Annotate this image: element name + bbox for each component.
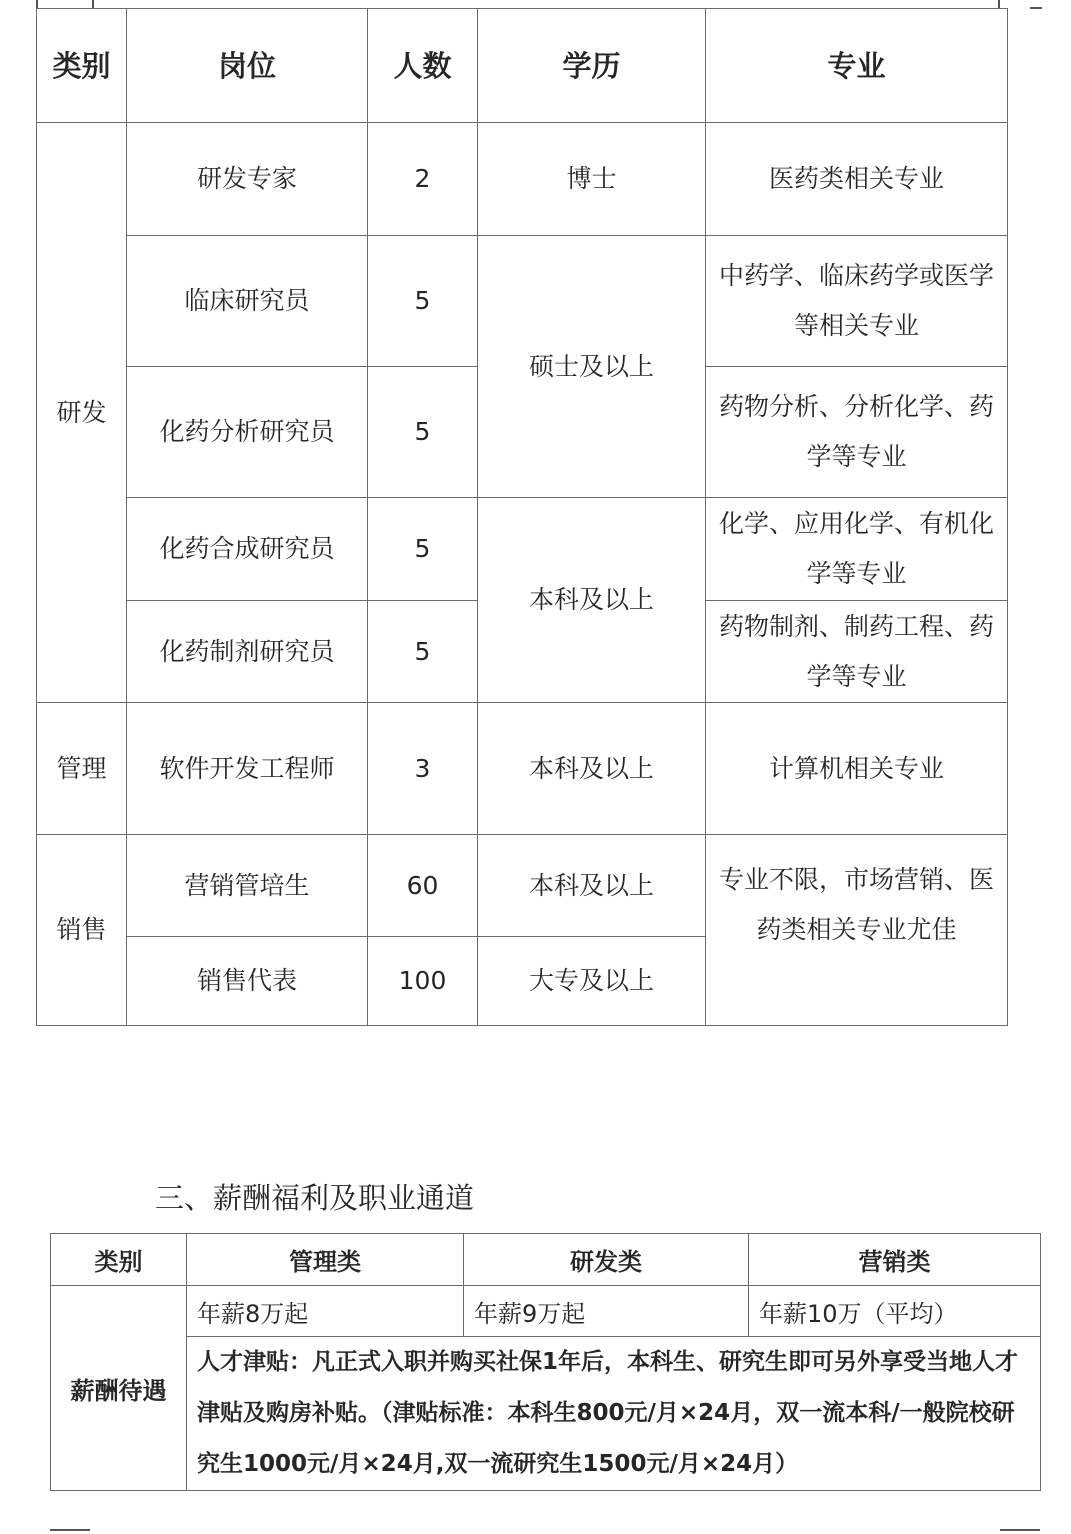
header-category: 类别: [37, 9, 127, 123]
major-cell: 医药类相关专业: [706, 123, 1008, 236]
major-cell: 药物制剂、制药工程、药学等专业: [706, 601, 1008, 703]
count-cell: 60: [368, 835, 478, 937]
position-cell: 化药制剂研究员: [127, 601, 368, 703]
header-marketing: 营销类: [749, 1234, 1041, 1286]
header-major: 专业: [706, 9, 1008, 123]
header-rd: 研发类: [464, 1234, 749, 1286]
position-cell: 软件开发工程师: [127, 703, 368, 835]
education-cell: 本科及以上: [478, 498, 706, 703]
position-cell: 化药合成研究员: [127, 498, 368, 601]
top-table-fragment: [36, 0, 38, 8]
header-category: 类别: [51, 1234, 187, 1286]
top-table-fragment: [92, 0, 94, 8]
count-cell: 5: [368, 498, 478, 601]
salary-management: 年薪8万起: [187, 1286, 464, 1337]
major-cell: 计算机相关专业: [706, 703, 1008, 835]
table-row: [51, 1286, 1041, 1337]
salary-table: [50, 1233, 1041, 1491]
count-cell: 5: [368, 601, 478, 703]
header-count: 人数: [368, 9, 478, 123]
salary-row-label: 薪酬待遇: [51, 1286, 187, 1491]
position-cell: 营销管培生: [127, 835, 368, 937]
group-rd: 研发: [37, 123, 127, 703]
position-cell: 临床研究员: [127, 236, 368, 367]
education-cell: 本科及以上: [478, 835, 706, 937]
count-cell: 100: [368, 937, 478, 1026]
talent-allowance-text: 人才津贴：凡正式入职并购买社保1年后，本科生、研究生即可另外享受当地人才津贴及购房补贴。（津贴标准：本科生800元/月×24月，双一流本科/一般院校研究生1000元/月×24月,双一流研究生1500元/月×24月）: [187, 1337, 1041, 1491]
position-cell: 化药分析研究员: [127, 367, 368, 498]
education-cell: 本科及以上: [478, 703, 706, 835]
header-position: 岗位: [127, 9, 368, 123]
major-cell: 中药学、临床药学或医学等相关专业: [706, 236, 1008, 367]
header-education: 学历: [478, 9, 706, 123]
education-cell: 硕士及以上: [478, 236, 706, 498]
table-header-row: [51, 1234, 1041, 1286]
position-cell: 研发专家: [127, 123, 368, 236]
count-cell: 5: [368, 236, 478, 367]
count-cell: 3: [368, 703, 478, 835]
position-cell: 销售代表: [127, 937, 368, 1026]
bottom-table-fragment: [50, 1529, 90, 1531]
header-management: 管理类: [187, 1234, 464, 1286]
count-cell: 5: [368, 367, 478, 498]
table-row: [37, 703, 1008, 835]
salary-rd: 年薪9万起: [464, 1286, 749, 1337]
section-title: 三、薪酬福利及职业通道: [155, 1181, 475, 1215]
count-cell: 2: [368, 123, 478, 236]
education-cell: 大专及以上: [478, 937, 706, 1026]
table-row: [37, 236, 1008, 367]
salary-marketing: 年薪10万（平均）: [749, 1286, 1041, 1337]
major-cell: 化学、应用化学、有机化学等专业: [706, 498, 1008, 601]
group-sales: 销售: [37, 835, 127, 1026]
education-cell: 博士: [478, 123, 706, 236]
table-row: [37, 498, 1008, 601]
table-header-row: [37, 9, 1008, 123]
job-positions-table: [36, 8, 1008, 1026]
top-table-fragment: [1030, 7, 1042, 9]
top-table-fragment: [998, 0, 1000, 8]
table-row: [37, 123, 1008, 236]
table-row: [37, 835, 1008, 937]
major-cell: 药物分析、分析化学、药学等专业: [706, 367, 1008, 498]
table-row: [51, 1337, 1041, 1491]
bottom-table-fragment: [1000, 1529, 1040, 1531]
group-mgmt: 管理: [37, 703, 127, 835]
major-cell: 专业不限，市场营销、医药类相关专业尤佳: [706, 835, 1008, 1026]
